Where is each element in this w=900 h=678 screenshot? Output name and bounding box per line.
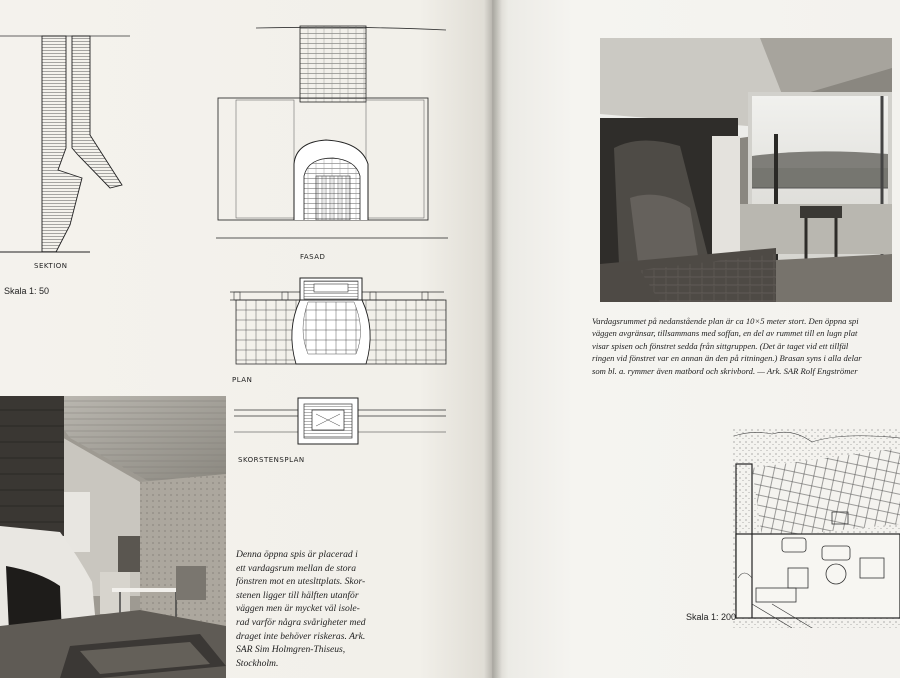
- left-scale-label: Skala 1: 50: [4, 286, 50, 296]
- left-caption-line: Stockholm.: [236, 657, 279, 669]
- right-caption-line: ringen vid fönstret var en annan än den på ritningen.) Brasan syns i alla delar: [592, 353, 862, 364]
- left-caption-line: draget inte behöver riskeras. Ark.: [236, 630, 366, 642]
- section-drawing: [0, 30, 140, 260]
- right-caption-line: visar spisen och fönstret sedda från sittgruppen. (Det är taget vid ett tillfäl: [592, 340, 849, 351]
- right-caption: [592, 315, 900, 377]
- left-caption-line: rad varför några svårigheter med: [236, 616, 366, 628]
- living-room-fireplace-photo: [0, 396, 226, 678]
- section-label: SEKTION: [34, 262, 68, 270]
- plan-drawing: [216, 270, 448, 374]
- left-caption: [236, 548, 436, 670]
- chimney-plan-label: SKORSTENSPLAN: [238, 456, 305, 464]
- book-gutter: [484, 0, 502, 678]
- right-caption-line: som bl. a. rymmer även matbord och skrivbord. — Ark. SAR Rolf Engströmer: [592, 365, 858, 376]
- right-scale-label: Skala 1: 200: [686, 612, 737, 622]
- left-caption-line: väggen men är mycket väl isole-: [236, 603, 360, 615]
- right-caption-line: Vardagsrummet på nedanstående plan är ca 10×5 meter stort. Den öppna spi: [592, 316, 859, 326]
- left-caption-line: stenen ligger till hälften utanför: [236, 589, 359, 601]
- left-caption-line: SAR Sim Holmgren-Thiseus,: [236, 644, 346, 656]
- site-plan-drawing: [732, 428, 900, 628]
- facade-label: FASAD: [300, 253, 326, 261]
- chimney-plan-drawing: [230, 392, 450, 454]
- right-page: [492, 0, 900, 678]
- fireplace-window-photo: [600, 38, 892, 302]
- left-caption-line: fönstren mot en uteslttplats. Skor-: [236, 576, 366, 588]
- right-caption-line: väggen avgränsar, tillsammans med soffan, en del av rummet till en lugn plat: [592, 328, 858, 339]
- plan-label: PLAN: [232, 376, 253, 384]
- facade-drawing: [216, 24, 448, 252]
- left-caption-line: Denna öppna spis är placerad i: [236, 549, 358, 560]
- left-caption-line: ett vardagsrum mellan de stora: [236, 562, 357, 574]
